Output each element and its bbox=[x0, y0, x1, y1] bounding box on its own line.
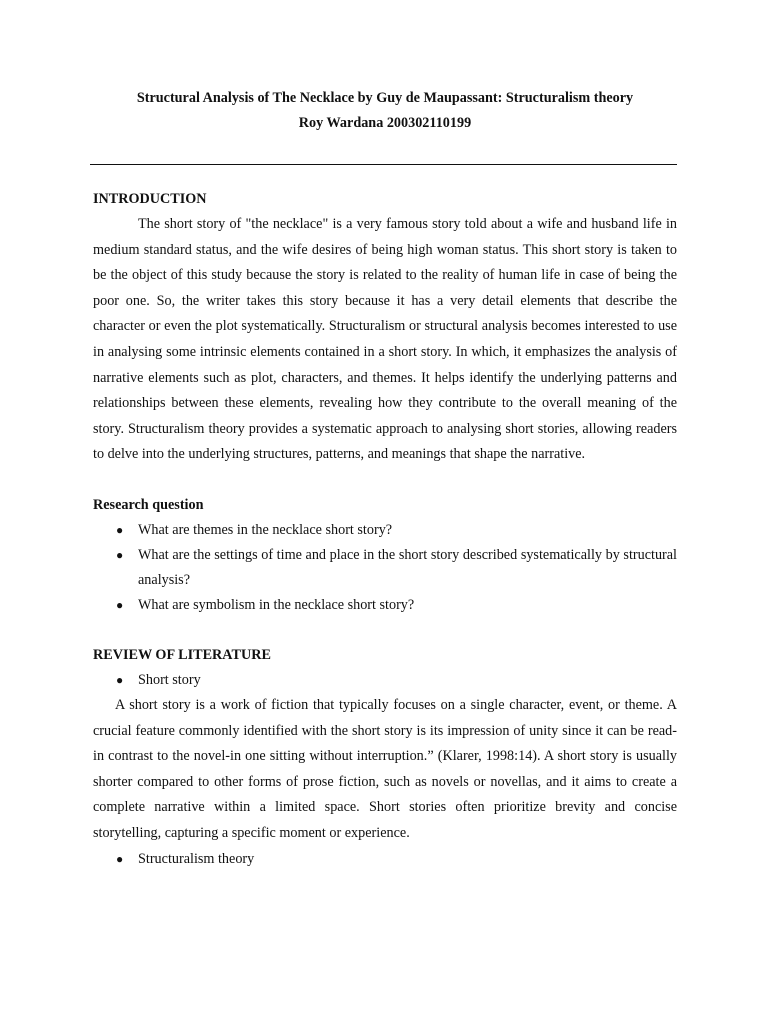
introduction-paragraph: The short story of "the necklace" is a very famous story told about a wife and husband life in medium standard status, and the wife desires of being high woman status. This short story is taken to be the object of this study because the story is related to the reality of human life in case of being the poor one. So, the writer takes this story because it has a very detail elements that describe the character or even the plot systematically. Structuralism or structural analysis becomes interested to use in analysing some intrinsic elements contained in a short story. In which, it emphasizes the analysis of narrative elements such as plot, characters, and themes. It helps identify the underlying patterns and relationships between these elements, revealing how they contribute to the overall meaning of the story. Structuralism theory provides a systematic approach to analysing short stories, allowing readers to delve into the underlying structures, patterns, and meanings that shape the narrative. bbox=[93, 216, 677, 463]
bullet-icon: ● bbox=[116, 522, 124, 537]
spacer bbox=[93, 468, 677, 493]
list-item-text: What are symbolism in the necklace short story? bbox=[138, 596, 415, 613]
horizontal-rule bbox=[90, 164, 677, 165]
list-item bbox=[93, 593, 677, 618]
list-item bbox=[93, 668, 677, 693]
list-item-text: What are the settings of time and place in the short story described systematically by structural analysis? bbox=[138, 546, 677, 588]
author-line: Roy Wardana 200302110199 bbox=[298, 115, 472, 131]
list-item-text: Short story bbox=[138, 671, 201, 688]
research-question-heading: Research question bbox=[93, 496, 204, 513]
list-item bbox=[93, 543, 677, 593]
bullet-icon: ● bbox=[116, 597, 124, 612]
review-list-2 bbox=[93, 847, 677, 872]
list-item bbox=[93, 847, 677, 872]
research-question-list bbox=[93, 518, 677, 618]
list-item-text: Structuralism theory bbox=[138, 850, 255, 867]
document-body bbox=[93, 187, 677, 872]
review-paragraph: A short story is a work of fiction that typically focuses on a single character, event, or theme. A crucial feature commonly identified with the short story is its impression of unity since it can be read-in contrast to the novel-in one sitting without interruption.” (Klarer, 1998:14). A short story is usually shorter compared to other forms of prose fiction, such as novels or novellas, and it aims to create a complete narrative within a limited space. Short stories often prioritize brevity and concise storytelling, capturing a specific moment or experience. bbox=[93, 696, 677, 841]
bullet-icon: ● bbox=[116, 851, 124, 866]
bullet-icon: ● bbox=[116, 547, 124, 562]
review-heading: REVIEW OF LITERATURE bbox=[93, 646, 271, 663]
review-list-1 bbox=[93, 668, 677, 693]
bullet-icon: ● bbox=[116, 672, 124, 687]
list-item bbox=[93, 518, 677, 543]
spacer bbox=[93, 618, 677, 643]
introduction-heading: INTRODUCTION bbox=[93, 191, 207, 207]
title-block bbox=[93, 86, 677, 136]
list-item-text: What are themes in the necklace short story? bbox=[138, 521, 393, 538]
document-title: Structural Analysis of The Necklace by Guy de Maupassant: Structuralism theory bbox=[136, 90, 634, 106]
